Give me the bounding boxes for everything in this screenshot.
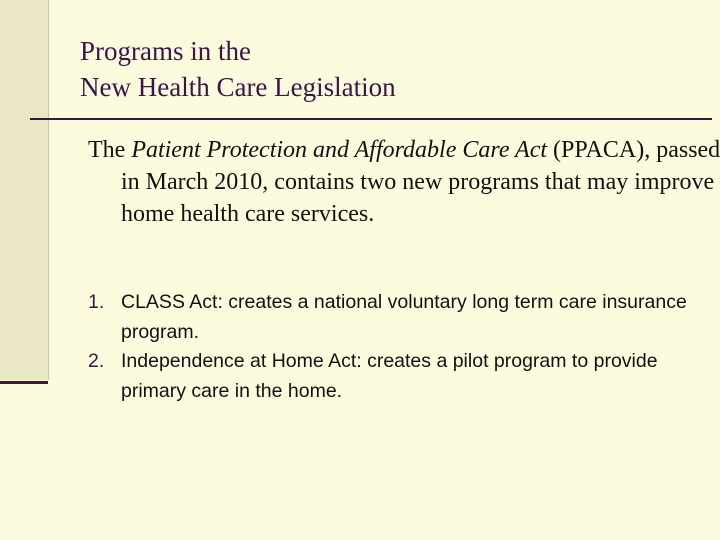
list-item-number: 1. [88,291,105,313]
title-divider-rule [30,118,712,120]
list-item-text: CLASS Act: creates a national voluntary long term care insurance program. [121,291,687,343]
left-decorative-band [0,0,49,380]
list-item-number: 2. [88,350,105,372]
slide-title-line-1: Programs in the [80,36,251,66]
intro-text-before: The [88,137,132,163]
list-item [88,288,688,347]
slide-title [80,33,700,105]
list-item [88,347,688,406]
intro-paragraph [88,134,720,230]
intro-text-after: (PPACA), passed in March 2010, contains two new programs that may improve home health care services. [121,137,720,227]
programs-list [88,288,688,406]
left-band-accent-rule [0,381,48,384]
slide-title-line-2: New Health Care Legislation [80,72,396,102]
act-name: Patient Protection and Affordable Care Act [131,137,548,163]
list-item-text: Independence at Home Act: creates a pilot program to provide primary care in the home. [121,350,658,402]
